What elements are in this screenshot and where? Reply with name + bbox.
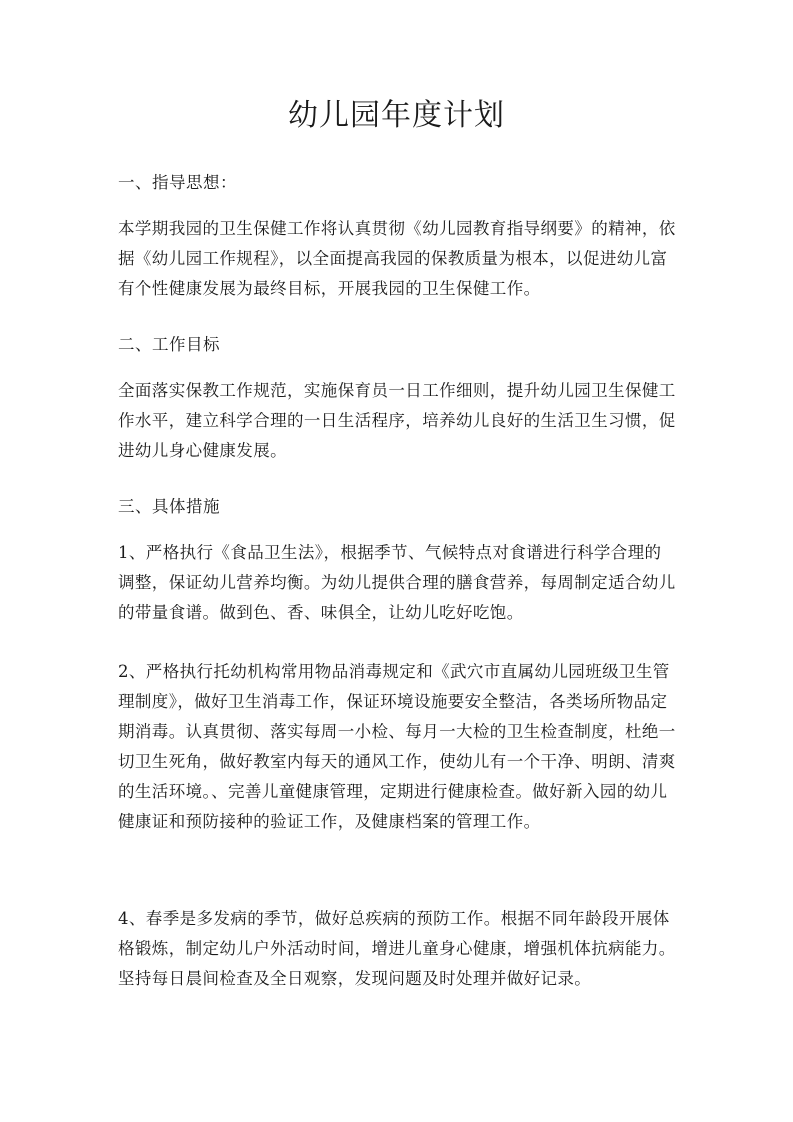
document-title: 幼儿园年度计划: [288, 98, 505, 133]
paragraph-work-goal: 全面落实保教工作规范，实施保育员一日工作细则，提升幼儿园卫生保健工作水平，建立科学合理的一日生活程序，培养幼儿良好的生活卫生习惯，促进幼儿身心健康发展。: [118, 381, 676, 460]
paragraph-measure-1: 1、严格执行《食品卫生法》，根据季节、气候特点对食谱进行科学合理的调整，保证幼儿营养均衡。为幼儿提供合理的膳食营养，每周制定适合幼儿的带量食谱。做到色、香、味俱全，让幼儿吃好吃饱。: [118, 543, 676, 622]
section-heading-measures: 三、具体措施: [118, 497, 220, 516]
section-heading-guiding-thought: 一、指导思想：: [118, 173, 237, 192]
paragraph-measure-2: 2、严格执行托幼机构常用物品消毒规定和《武穴市直属幼儿园班级卫生管理制度》，做好卫生消毒工作，保证环境设施要安全整洁，各类场所物品定期消毒。认真贯彻、落实每周一小检、每月一大检的卫生检查制度，杜绝一切卫生死角，做好教室内每天的通风工作，使幼儿有一个干净、明朗、清爽的生活环境。、完善儿童健康管理，定期进行健康检查。做好新入园的幼儿健康证和预防接种的验证工作，及健康档案的管理工作。: [118, 662, 676, 831]
section-heading-work-goal: 二、工作目标: [118, 335, 220, 354]
paragraph-guiding-thought: 本学期我园的卫生保健工作将认真贯彻《幼儿园教育指导纲要》的精神，依据《幼儿园工作规程》，以全面提高我园的保教质量为根本，以促进幼儿富有个性健康发展为最终目标，开展我园的卫生保健工作。: [118, 219, 676, 298]
paragraph-measure-4: 4、春季是多发病的季节，做好总疾病的预防工作。根据不同年龄段开展体格锻炼，制定幼儿户外活动时间，增进儿童身心健康，增强机体抗病能力。坚持每日晨间检查及全日观察，发现问题及时处理并做好记录。: [118, 909, 676, 988]
